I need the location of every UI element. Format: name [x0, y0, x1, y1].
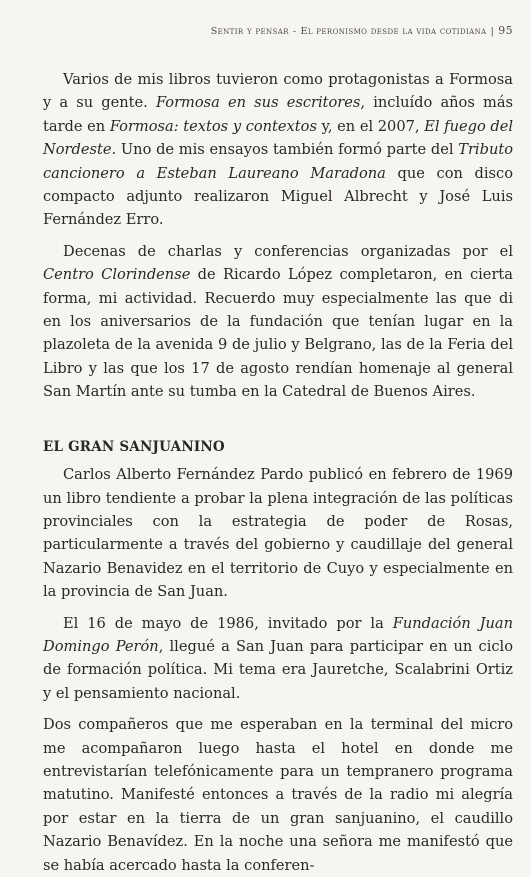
- header-divider: |: [490, 26, 495, 37]
- text-run: , incluído años más tarde en: [43, 94, 514, 135]
- header-separator: -: [292, 26, 297, 37]
- text-run: , llegué a San Juan para participar en un ciclo de formación política. Mi tema era Jauretche, Scalabrini Ortiz y el pensamiento nacional.: [43, 637, 513, 702]
- text-run: El 16 de mayo de 1986, invitado por la: [63, 614, 393, 632]
- paragraph-fernandez-pardo: Carlos Alberto Fernández Pardo publicó en febrero de 1969 un libro tendiente a probar la plena integración de las políticas provinciales con la estrategia de poder de Rosas, particularmente a través del gobierno y caudillaje del general Nazario Benavidez en el territorio de Cuyo y especialmente en la provincia de San Juan.: [43, 466, 513, 601]
- book-title-italic: Formosa en sus escritores: [155, 94, 361, 112]
- text-run: Varios de mis libros tuvieron como protagonistas a Formosa y a su gente.: [43, 71, 513, 112]
- running-header: [211, 24, 513, 37]
- text-run: que con disco compacto adjunto realizaron Miguel Albrecht y José Luis Fernández Erro.: [43, 164, 513, 229]
- book-title: Sentir y pensar: [210, 26, 289, 37]
- paragraph-conferences: [43, 240, 513, 404]
- chapter-title: El peronismo desde la vida cotidiana: [300, 26, 487, 37]
- organization-italic: Centro Clorindense: [43, 266, 191, 284]
- text-run: y, en el 2007,: [316, 117, 425, 135]
- paragraph-formosa-books: [43, 68, 513, 232]
- paragraph-san-juan-visit: [43, 612, 513, 706]
- text-run: Decenas de charlas y conferencias organizadas por el: [63, 242, 513, 260]
- book-title-italic: Formosa: textos y contextos: [109, 117, 317, 135]
- book-title-italic: El fuego del Nordeste: [43, 117, 514, 159]
- paragraph-radio-interview: Dos compañeros que me esperaban en la terminal del micro me acompañaron luego hasta el hotel en donde me entrevistarían telefónicamente para un tempranero programa matutino. Manifesté entonces a través de la radio mi alegría por estar en la tierra de un gran sanjuanino, el caudillo Nazario Benavídez. En la noche una señora me manifestó que se había acercado hasta la conferen-: [43, 716, 513, 874]
- page-number: 95: [498, 24, 513, 37]
- body-text: [43, 68, 513, 877]
- section-heading: EL GRAN SANJUANINO: [43, 438, 225, 455]
- text-run: de Ricardo López completaron, en cierta forma, mi actividad. Recuerdo muy especialmente las que di en los aniversarios de la fundación que tenían lugar en la plazoleta de la avenida 9 de julio y Belgrano, las de la Feria del Libro y las que los 17 de agosto rendían homenaje al general San Martín ante su tumba en la Catedral de Buenos Aires.: [43, 266, 513, 401]
- text-run: . Uno de mis ensayos también formó parte del: [111, 141, 459, 159]
- organization-italic: Fundación Juan Domingo Perón: [43, 614, 514, 655]
- work-title-italic: Tributo cancionero a Esteban Laureano Maradona: [43, 141, 513, 182]
